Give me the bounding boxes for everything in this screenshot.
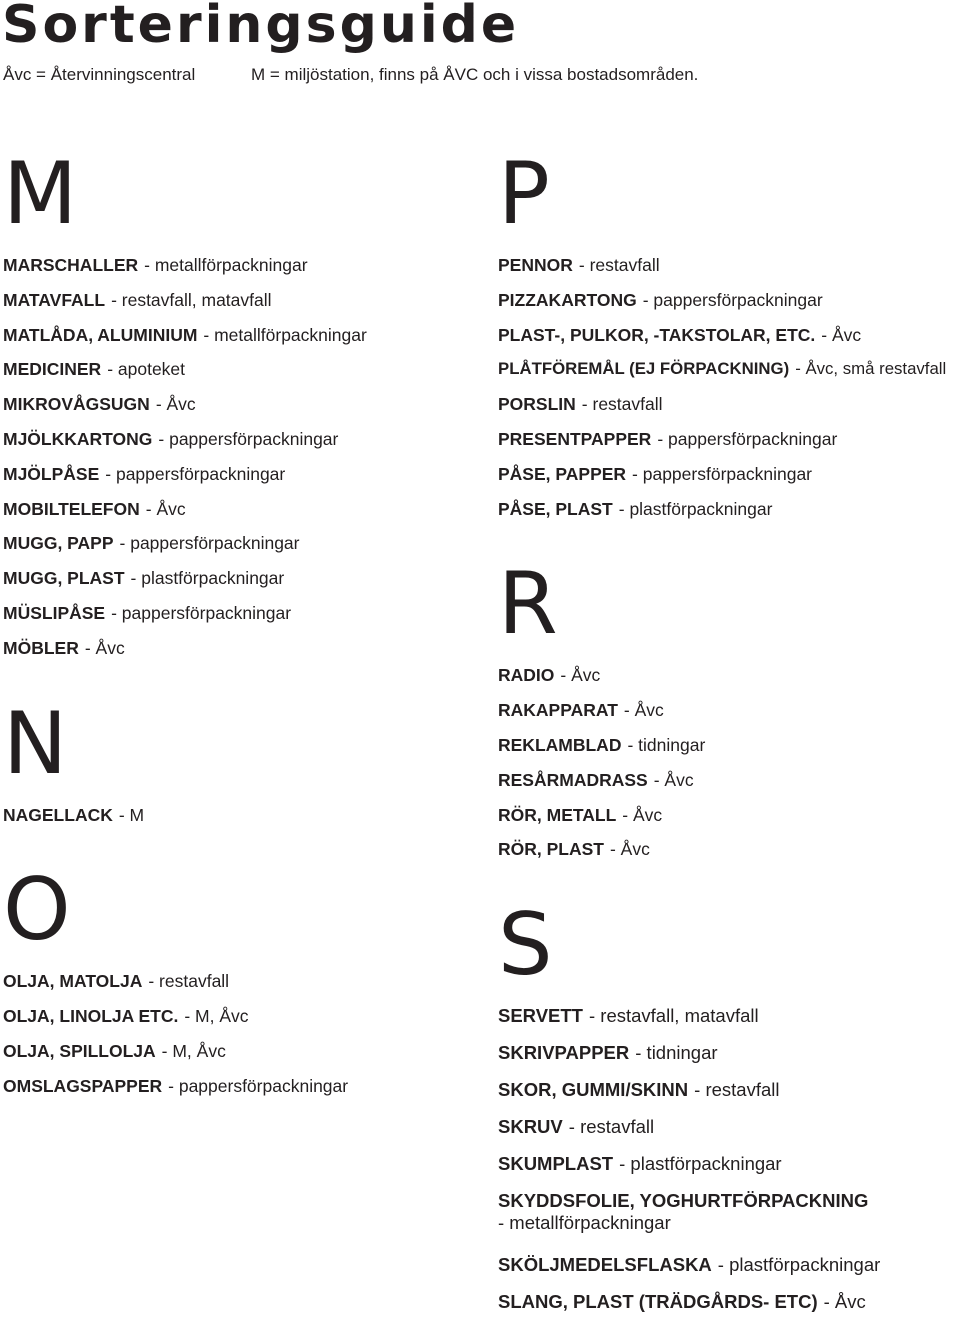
item-destination: - pappersförpackningar [105,463,286,484]
item-destination: - pappersförpackningar [168,1075,349,1096]
section-letter-r: R [498,554,558,655]
item-destination: - Åvc [622,804,663,825]
item-term: MATAVFALL [3,289,106,310]
item-term: OMSLAGSPAPPER [3,1075,163,1096]
item-term: RÖR, PLAST [498,839,604,860]
list-item [498,428,960,463]
list-item [3,498,473,533]
section-m [3,254,473,672]
item-destination: - Åvc [823,1290,866,1312]
item-destination: - restavfall [578,255,660,275]
section-letter-o: O [3,860,71,961]
item-destination: - plastförpackningar [619,1152,782,1174]
list-item [498,734,960,769]
list-item [498,664,960,699]
list-item [3,358,473,393]
item-term: PLAST-, PULKOR, -TAKSTOLAR, ETC. [498,324,816,345]
item-destination: - restavfall [694,1078,780,1100]
section-letter-p: P [498,144,550,244]
section-letter-m: M [3,144,78,244]
list-item [498,804,960,839]
list-item [498,1291,960,1328]
list-item [498,1042,960,1079]
item-term: OLJA, MATOLJA [3,971,143,992]
item-term: MOBILTELEFON [3,498,140,519]
item-term: PÅSE, PLAST [498,498,613,519]
legend-m: M = miljöstation, finns på ÅVC och i vissa bostadsområden. [251,65,699,84]
item-term: MARSCHALLER [3,255,139,275]
item-term: MUGG, PAPP [3,533,114,554]
section-letter-n: N [3,693,68,794]
item-term: MIKROVÅGSUGN [3,394,150,415]
item-destination: - tidningar [627,734,706,755]
list-item [498,1079,960,1116]
list-item [3,1040,473,1075]
item-destination: - plastförpackningar [130,568,285,589]
list-item [3,637,473,672]
item-destination: - Åvc [609,839,650,860]
item-term: RAKAPPARAT [498,700,618,721]
item-destination: - Åvc [623,700,664,721]
list-item [3,804,473,839]
section-s [498,1005,960,1327]
item-term: PENNOR [498,255,573,275]
list-item [498,463,960,498]
item-term: RESÅRMADRASS [498,769,648,790]
list-item [498,254,960,289]
item-term: SKRIVPAPPER [498,1042,630,1064]
item-destination: - pappersförpackningar [657,428,838,449]
item-term: NAGELLACK [3,804,113,825]
item-term: PLÅTFÖREMÅL (EJ FÖRPACKNING) [498,359,790,379]
item-term: SKUMPLAST [498,1152,614,1174]
list-item [3,393,473,428]
item-destination: - tidningar [635,1042,718,1064]
item-destination: - apoteket [107,359,186,380]
list-item [498,289,960,324]
item-destination: - M [118,804,145,825]
section-p [498,254,960,532]
left-column [3,144,473,1110]
section-letter-s: S [498,895,553,996]
item-destination: - pappersförpackningar [158,428,339,449]
list-item [3,463,473,498]
list-item [3,532,473,567]
list-item [498,699,960,734]
item-destination: - restavfall [568,1115,655,1137]
list-item [3,289,473,324]
item-term: SKYDDSFOLIE, YOGHURTFÖRPACKNING [498,1189,869,1211]
list-item [498,769,960,804]
item-destination: - Åvc [84,637,125,658]
item-term: SKÖLJMEDELSFLASKA [498,1253,712,1275]
item-destination: - metallförpackningar [203,324,367,345]
list-item [3,970,473,1005]
item-term: SKOR, GUMMI/SKINN [498,1078,689,1100]
item-destination: - Åvc [653,769,694,790]
section-r [498,664,960,873]
list-item [498,838,960,873]
item-term: MÜSLIPÅSE [3,602,106,623]
page-title: Sorteringsguide [2,0,520,55]
item-term: SLANG, PLAST (TRÄDGÅRDS- ETC) [498,1290,818,1312]
item-term: RÖR, METALL [498,804,617,825]
item-term: PORSLIN [498,394,576,415]
item-term: PIZZAKARTONG [498,289,637,310]
list-item [498,1005,960,1042]
item-destination: - plastförpackningar [717,1253,881,1275]
list-item [3,567,473,602]
item-destination: - restavfall, matavfall [111,289,272,310]
item-term: OLJA, SPILLOLJA [3,1040,156,1061]
item-term: MJÖLKKARTONG [3,428,153,449]
item-destination: - restavfall, matavfall [588,1005,759,1027]
item-destination: - pappersförpackningar [111,602,292,623]
item-destination: - M, Åvc [184,1006,249,1027]
item-term: PRESENTPAPPER [498,428,652,449]
list-item [498,498,960,533]
item-term: SKRUV [498,1115,563,1137]
list-item [3,1005,473,1040]
item-destination: - Åvc [821,324,862,345]
section-n [3,804,473,839]
item-destination: - Åvc [155,394,196,415]
item-destination: - metallförpackningar [144,255,308,275]
item-destination: - M, Åvc [161,1040,226,1061]
item-destination: - pappersförpackningar [119,533,300,554]
list-item [3,602,473,637]
list-item [498,1190,960,1254]
item-destination: - pappersförpackningar [632,463,813,484]
list-item [498,324,960,359]
item-term: RADIO [498,665,555,686]
item-destination: - metallförpackningar [498,1211,671,1233]
list-item [498,1254,960,1291]
item-destination: - pappersförpackningar [642,289,823,310]
item-term: PÅSE, PAPPER [498,463,627,484]
item-destination: - Åvc [560,665,601,686]
right-column [498,144,960,1327]
list-item [3,254,473,289]
list-item [498,393,960,428]
list-item [3,324,473,359]
item-term: MJÖLPÅSE [3,463,100,484]
item-destination: - Åvc [145,498,186,519]
item-destination: - restavfall [581,394,663,415]
item-destination: - restavfall [148,971,230,992]
item-destination: - plastförpackningar [618,498,773,519]
section-o [3,970,473,1109]
item-term: MEDICINER [3,359,102,380]
legend-avc: Åvc = Återvinningscentral [3,65,196,84]
list-item [3,428,473,463]
item-term: SERVETT [498,1005,583,1027]
item-term: REKLAMBLAD [498,734,622,755]
item-term: MUGG, PLAST [3,568,125,589]
list-item [498,358,960,393]
list-item [498,1153,960,1190]
item-term: MATLÅDA, ALUMINIUM [3,324,198,345]
item-term: OLJA, LINOLJA ETC. [3,1006,179,1027]
item-term: MÖBLER [3,637,79,658]
list-item [498,1116,960,1153]
list-item [3,1075,473,1110]
item-destination: - Åvc, små restavfall [795,359,947,379]
